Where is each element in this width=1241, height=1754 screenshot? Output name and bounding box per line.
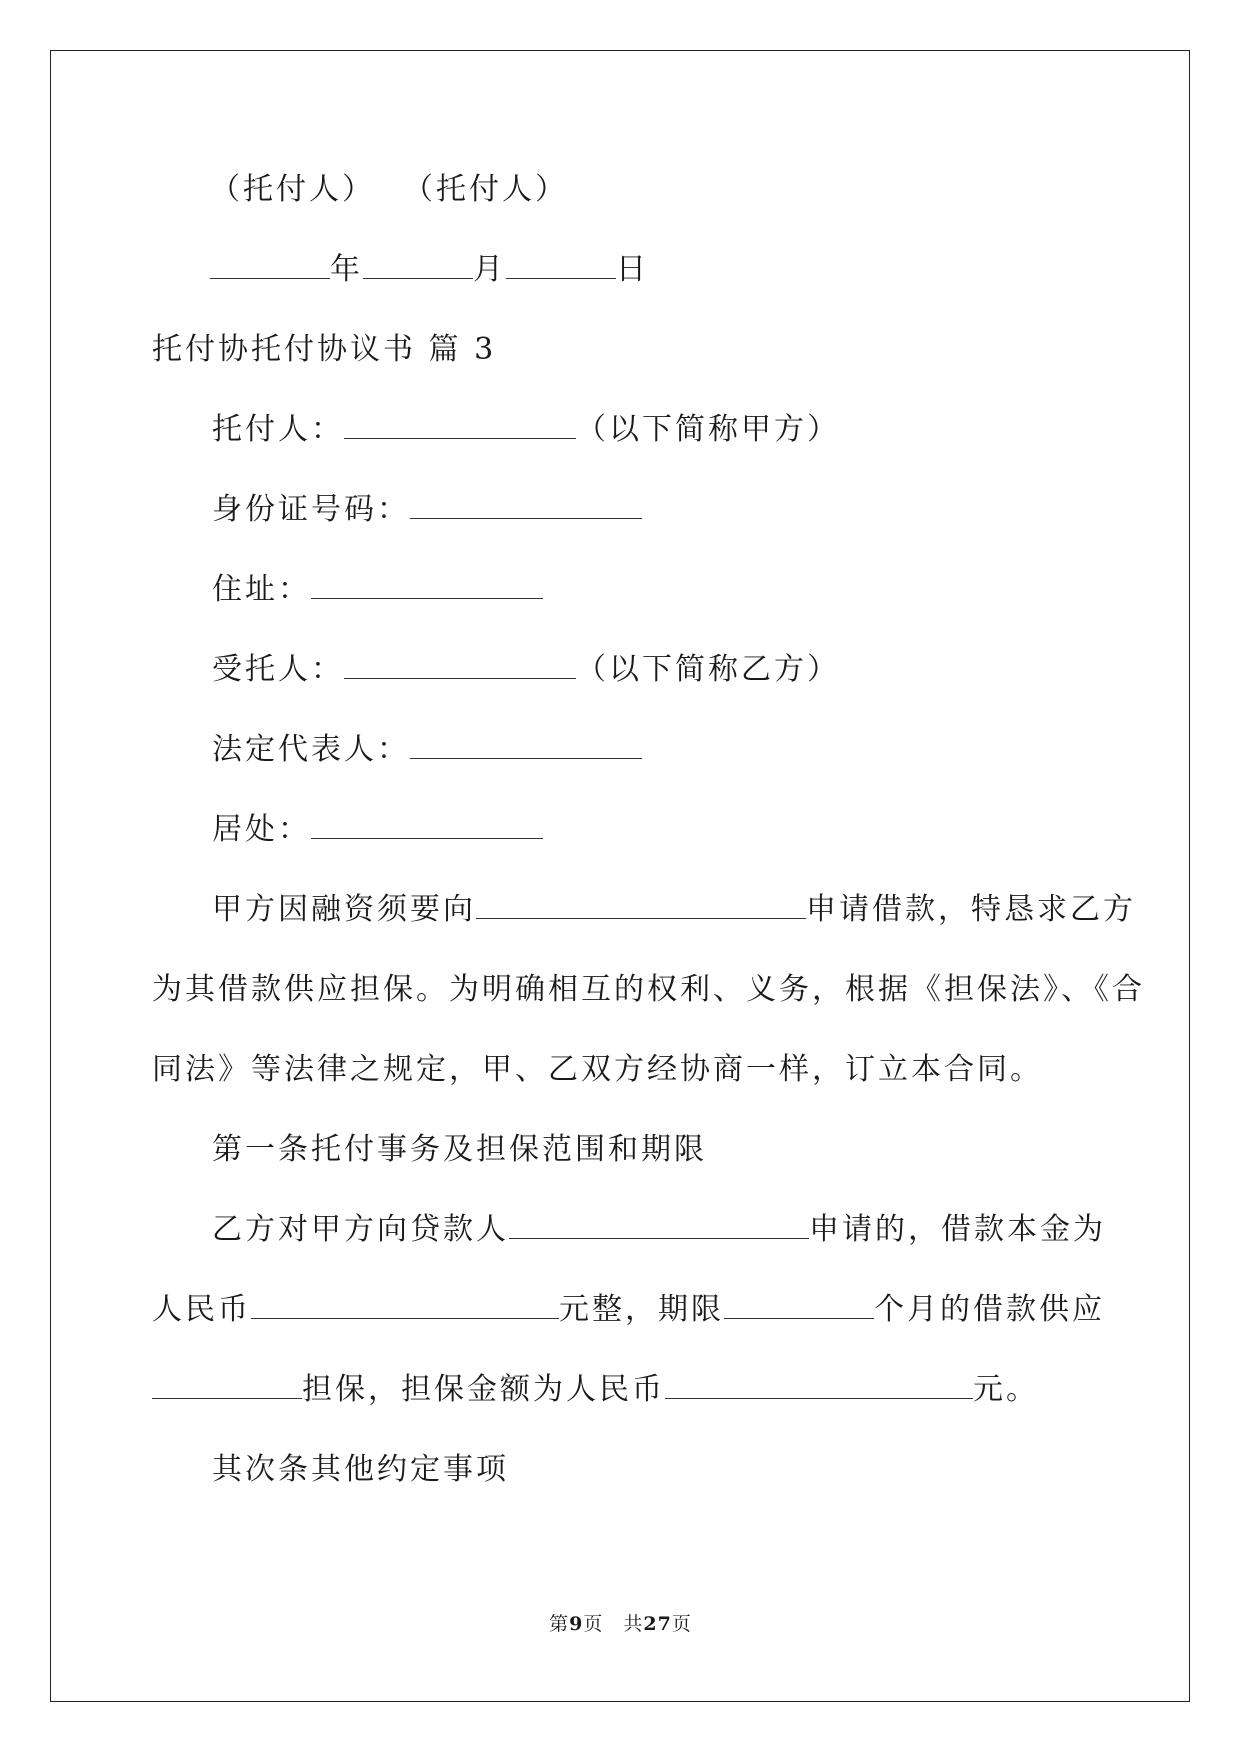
agent-note: （以下简称乙方） [576,652,840,687]
guarantee-type-blank [152,1370,302,1399]
term-blank [724,1290,874,1319]
section-title: 托付协托付协议书 篇 3 [152,332,497,367]
paragraph1-line2: 为其借款供应担保。为明确相互的权利、义务，根据《担保法》、《合 [152,972,1145,1007]
principal-note: （以下简称甲方） [576,412,840,447]
principal-blank [344,410,576,439]
signature-line [210,170,568,210]
paragraph2-line3 [152,1370,1039,1410]
address-blank [311,570,543,599]
paragraph2-line2 [152,1290,1105,1330]
id-label: 身份证号码： [212,492,410,527]
date-line [210,250,649,290]
article2-title: 其次条其他约定事项 [212,1452,509,1487]
paragraph2-text-g: 元。 [973,1372,1039,1407]
principal-amount-blank [251,1290,559,1319]
signature-right: （托付人） [403,172,568,207]
paragraph1-text-a: 甲方因融资须要向 [212,892,476,927]
residence-label: 居处： [212,812,311,847]
lender-blank [476,890,806,919]
footer-prefix: 第 [549,1613,570,1635]
address-label: 住址： [212,572,311,607]
agent-blank [344,650,576,679]
year-label: 年 [330,252,363,287]
residence-field [212,810,543,850]
signature-left: （托付人） [210,172,375,207]
footer-mid: 页 共 [583,1613,644,1635]
paragraph2-text-c: 人民币 [152,1292,251,1327]
paragraph1-text-b: 申请借款，特恳求乙方 [806,892,1136,927]
agent-label: 受托人： [212,652,344,687]
paragraph2-text-b: 申请的，借款本金为 [809,1212,1106,1247]
principal-label: 托付人： [212,412,344,447]
loaner-blank [509,1210,809,1239]
id-blank [410,490,642,519]
paragraph2-text-a: 乙方对甲方向贷款人 [212,1212,509,1247]
residence-blank [311,810,543,839]
page-number: 9 [569,1613,584,1635]
paragraph2-text-e: 个月的借款供应 [874,1292,1105,1327]
month-label: 月 [473,252,506,287]
address-field [212,570,543,610]
legal-rep-field [212,730,642,770]
guarantee-amount-blank [665,1370,973,1399]
paragraph1-line3: 同法》等法律之规定，甲、乙双方经协商一样，订立本合同。 [152,1052,1043,1087]
month-blank [363,250,473,279]
page-footer [0,1612,1241,1636]
footer-suffix: 页 [671,1613,692,1635]
article1-title: 第一条托付事务及担保范围和期限 [212,1132,707,1167]
total-pages: 27 [643,1613,672,1635]
day-label: 日 [616,252,649,287]
agent-field [212,650,840,690]
legal-rep-label: 法定代表人： [212,732,410,767]
legal-rep-blank [410,730,642,759]
principal-field [212,410,840,450]
paragraph2-line1 [212,1210,1106,1250]
paragraph1-line1 [212,890,1136,930]
day-blank [506,250,616,279]
paragraph2-text-d: 元整，期限 [559,1292,724,1327]
year-blank [210,250,330,279]
id-field [212,490,642,530]
paragraph2-text-f: 担保，担保金额为人民币 [302,1372,665,1407]
